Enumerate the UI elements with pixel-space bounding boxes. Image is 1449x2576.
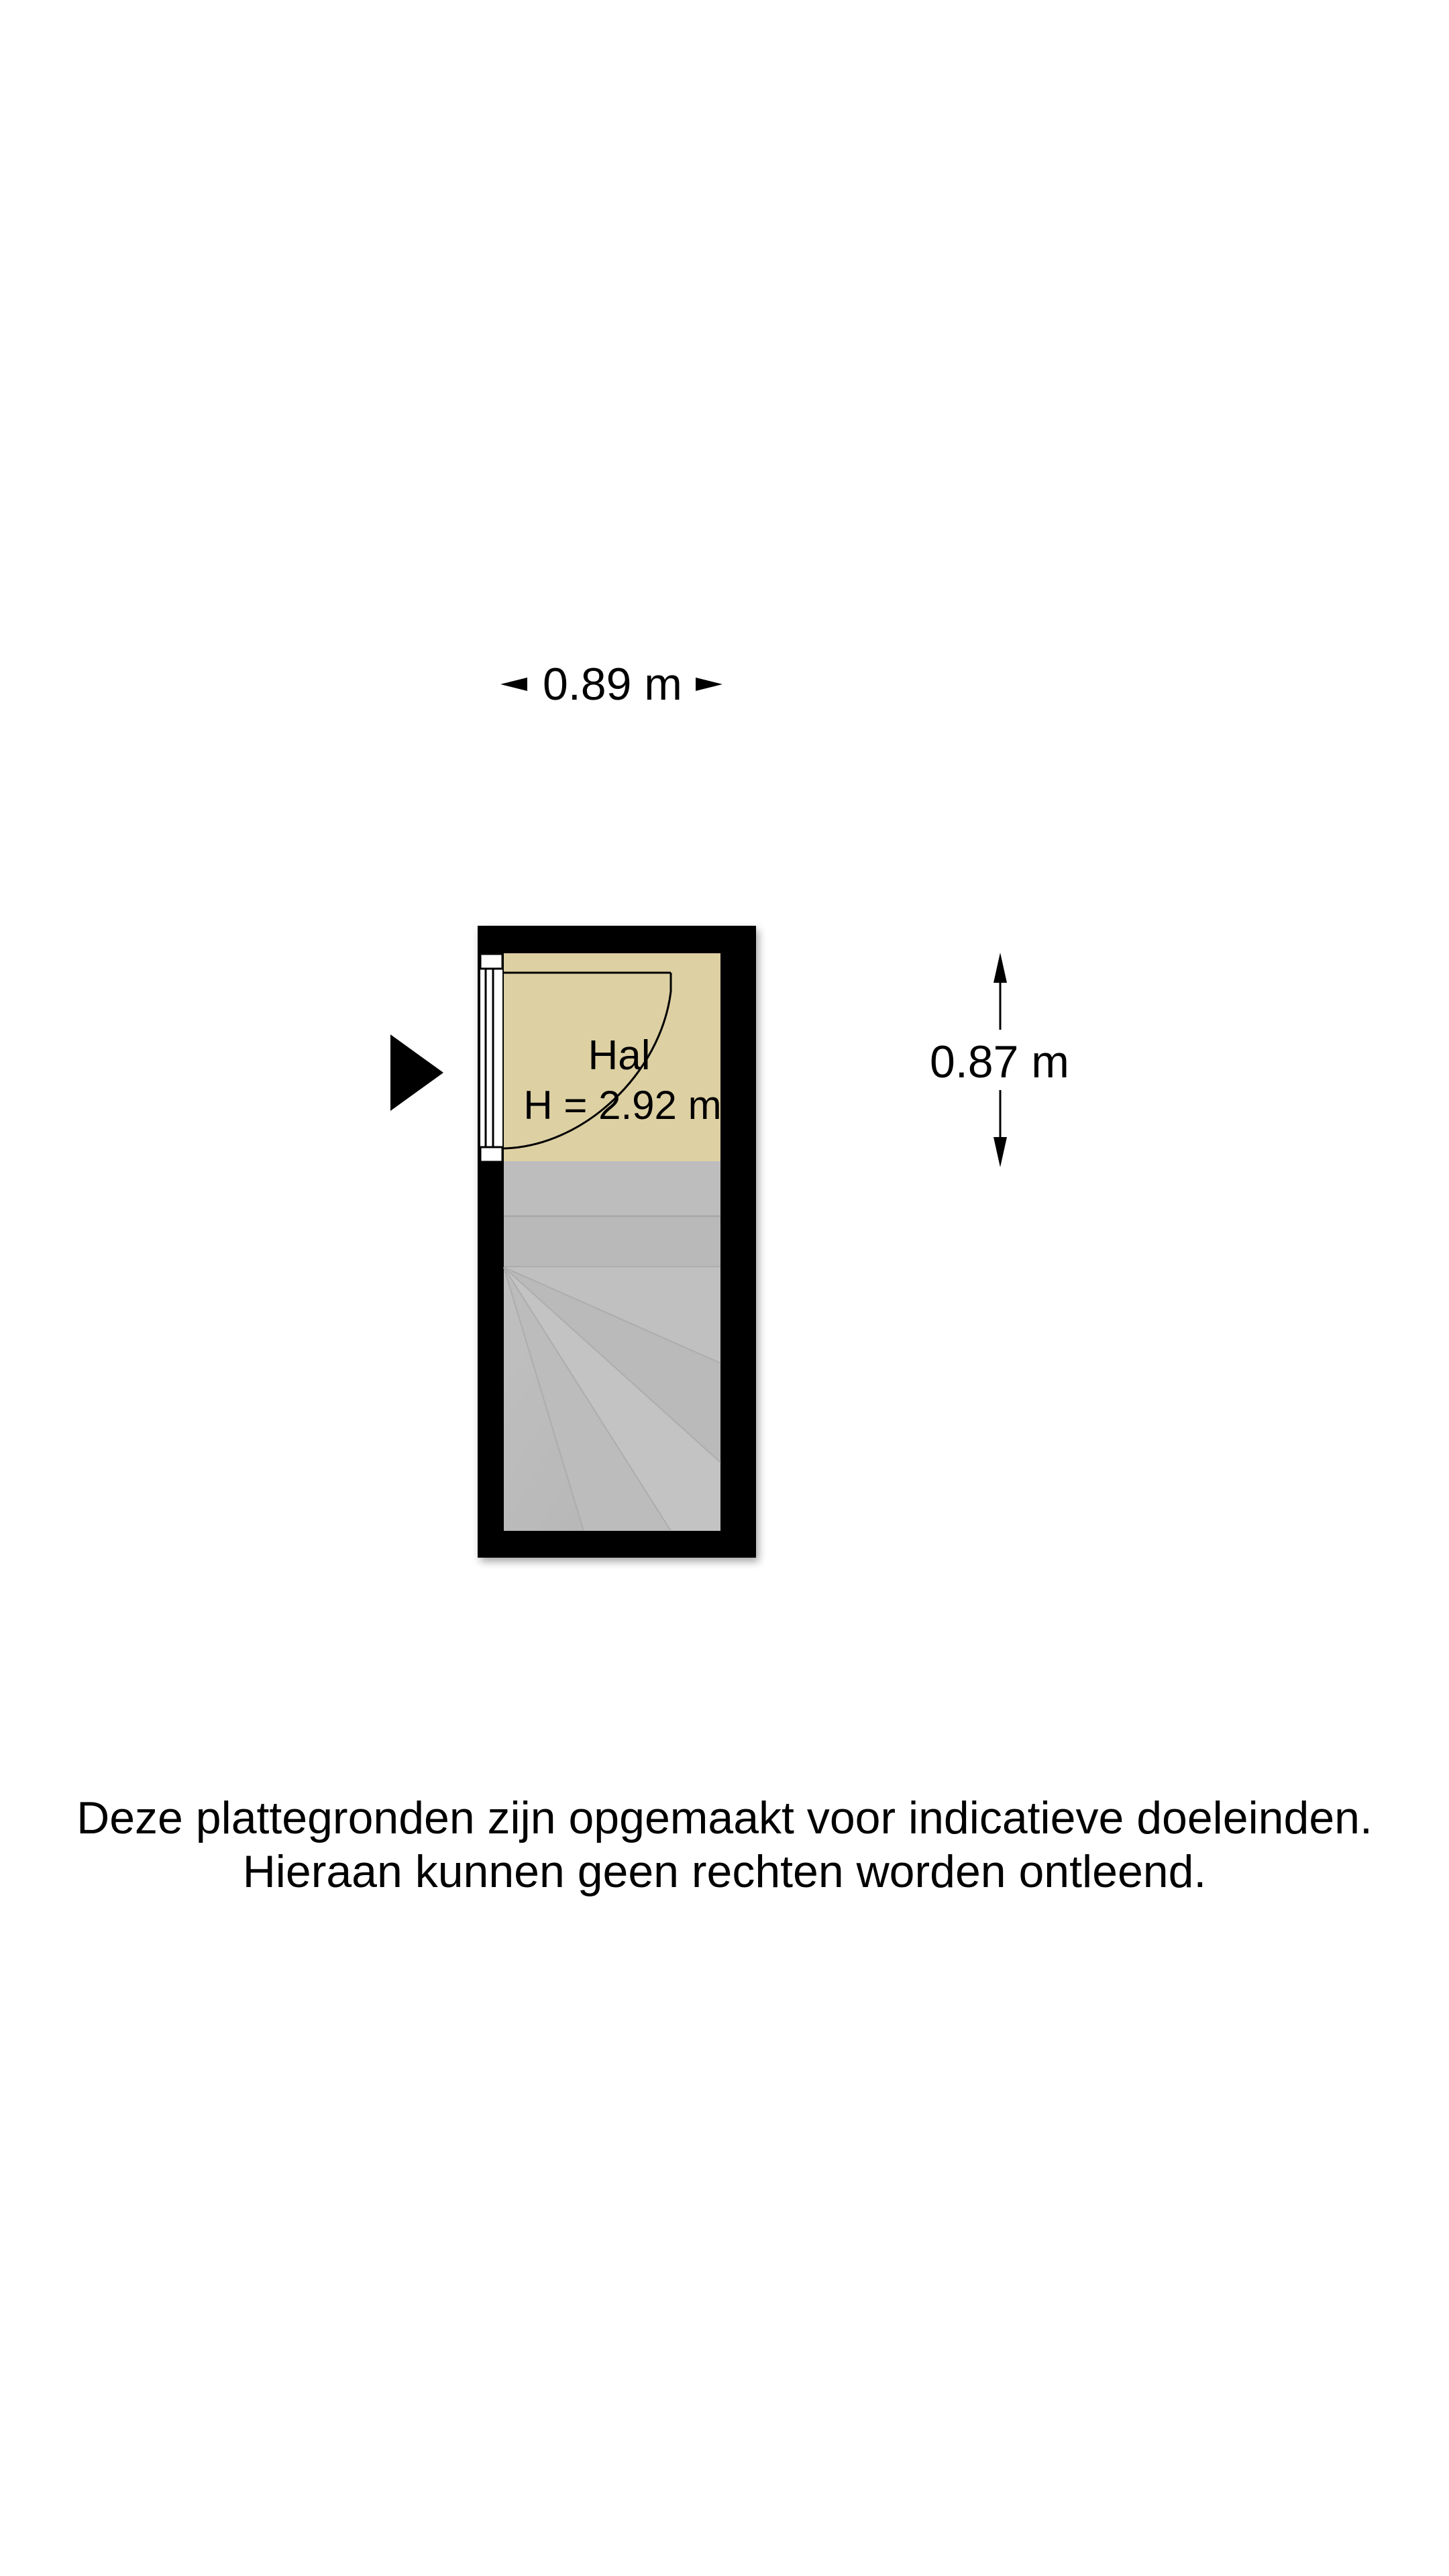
width-dimension-label: 0.89 m — [543, 659, 682, 710]
depth-dimension — [930, 953, 1069, 1167]
depth-dimension-label: 0.87 m — [930, 1036, 1069, 1087]
width-arrow-right-icon — [696, 678, 722, 691]
stair-step — [504, 1161, 720, 1216]
width-arrow-left-icon — [500, 678, 527, 691]
depth-arrow-up-icon — [994, 953, 1007, 983]
disclaimer-line-2: Hieraan kunnen geen rechten worden ontleend. — [242, 1846, 1207, 1897]
stair-step — [504, 1216, 720, 1267]
disclaimer — [0, 1791, 1449, 1898]
door-jamb-bottom — [480, 1147, 502, 1162]
door-jamb-top — [480, 954, 502, 969]
room-name: Hal — [588, 1032, 651, 1079]
door-opening — [480, 954, 502, 1162]
staircase — [504, 1161, 720, 1531]
room-height: H = 2.92 m — [523, 1083, 722, 1128]
entrance-arrow-icon — [390, 1034, 443, 1111]
disclaimer-line-1: Deze plattegronden zijn opgemaakt voor indicatieve doeleinden. — [76, 1792, 1373, 1843]
width-dimension — [500, 659, 722, 710]
depth-arrow-down-icon — [994, 1137, 1007, 1167]
